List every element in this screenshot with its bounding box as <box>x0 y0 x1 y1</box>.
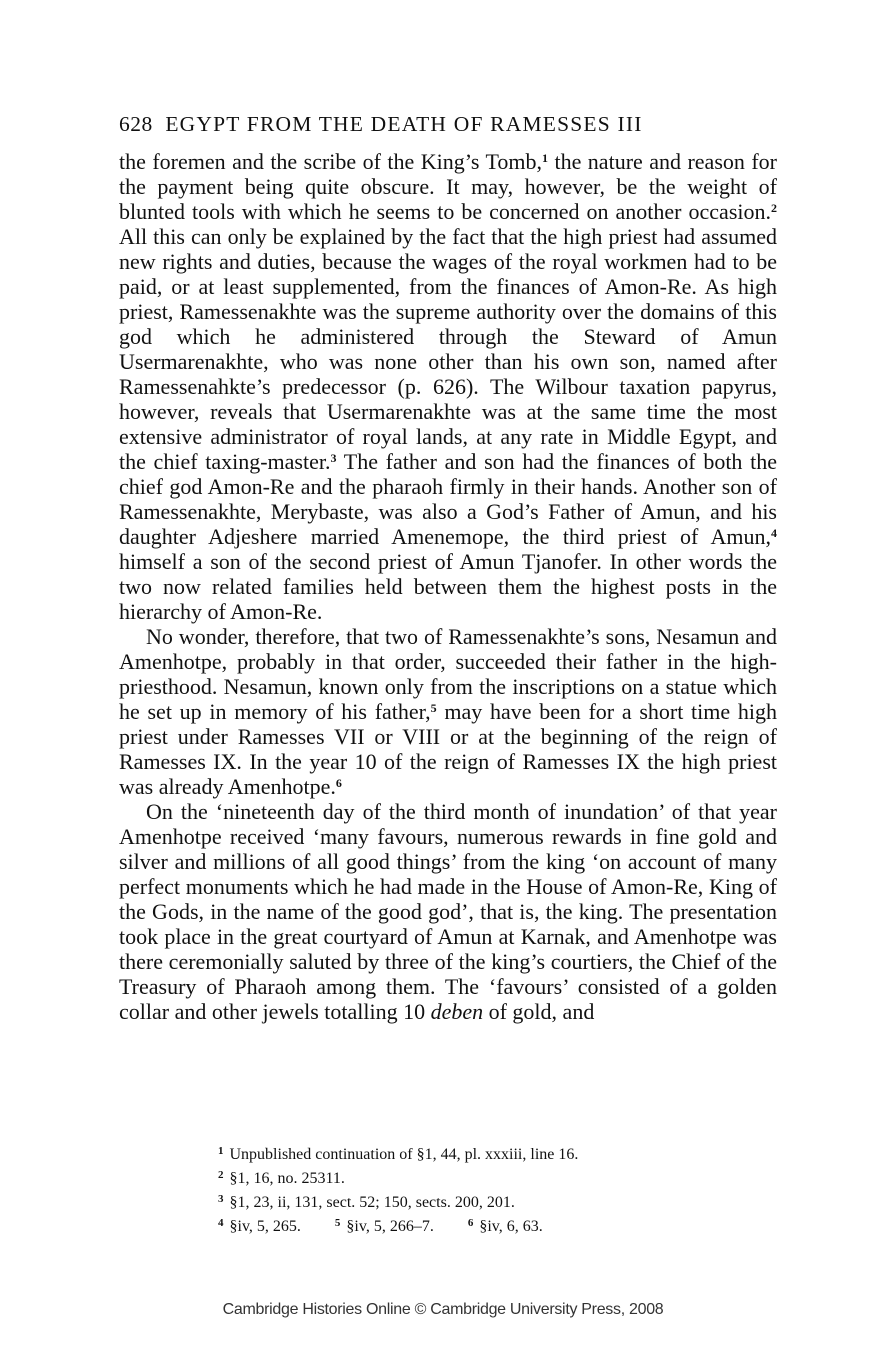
footnotes <box>218 1141 738 1237</box>
running-header <box>119 112 779 137</box>
text-run: All this can only be explained by the fact that the high priest had assumed new rights and duties, because the wages of the royal workmen had to be paid, or at least supplemented, from the finances of Amon-Re. As high priest, Ramessenakhte was the supreme authority over the domains of this god which he administered through the Steward of Amun Usermarenakhte, who was none other than his own son, named after Ramessenahkte’s predecessor (p. 626). The Wilbour taxation papyrus, however, reveals that Usermarenakhte was at the same time the most extensive administrator of royal lands, at any rate in Middle Egypt, and the chief taxing-master. <box>119 224 777 474</box>
text-run: The father and son had the finances of both the chief god Amon-Re and the pharaoh firmly in their hands. Another son of Ramessenakhte, Merybaste, was also a God’s Father of Amun, and his daughter Adjeshere married Amenemope, the third priest of Amun, <box>119 449 777 549</box>
paragraph <box>119 624 777 799</box>
text-run: of gold, and <box>483 999 595 1024</box>
footnote-reference: 5 <box>430 701 437 715</box>
footnote-text: §1, 16, no. 25311. <box>229 1170 345 1187</box>
footnote-text: §iv, 5, 265. <box>229 1218 301 1235</box>
footnote-row <box>218 1213 738 1237</box>
text-run: may have been for a short time high priest under Ramesses VII or VIII or at the beginning of the reign of Ramesses IX. In the year 10 of the reign of Ramesses IX the high priest was already Amenhotpe. <box>119 699 777 799</box>
copyright-footer: Cambridge Histories Online © Cambridge University Press, 2008 <box>222 1301 664 1318</box>
footnote-mark: 4 <box>218 1217 224 1229</box>
footnote-reference: 1 <box>542 151 549 165</box>
footnote-mark: 1 <box>218 1145 224 1157</box>
paragraph <box>119 149 777 624</box>
text-run: the foremen and the scribe of the King’s Tomb, <box>119 149 543 174</box>
footnote-mark: 2 <box>218 1169 224 1181</box>
footnote-text: §iv, 6, 63. <box>479 1218 543 1235</box>
page-number: 628 <box>119 112 153 136</box>
italic-term: deben <box>430 999 484 1024</box>
footnote-text: Unpublished continuation of §1, 44, pl. xxxiii, line 16. <box>229 1146 579 1163</box>
footnote-reference: 3 <box>330 451 337 465</box>
footnote <box>218 1189 738 1213</box>
footnote-text: §iv, 5, 266–7. <box>346 1218 434 1235</box>
text-run: No wonder, therefore, that two of Ramessenakhte’s sons, Nesamun and Amenhotpe, probably in that order, succeeded their father in the high-priesthood. Nesamun, known only from the inscriptions on a statue which he set up in memory of his father, <box>119 624 777 724</box>
running-title: EGYPT FROM THE DEATH OF RAMESSES III <box>165 112 643 136</box>
text-run: On the ‘nineteenth day of the third month of inundation’ of that year Amenhotpe received ‘many favours, numerous rewards in fine gold and silver and millions of all good things’ from the king ‘on account of many perfect monuments which he had made in the House of Amon-Re, King of the Gods, in the name of the good god’, that is, the king. The presentation took place in the great courtyard of Amun at Karnak, and Amenhotpe was there ceremonially saluted by three of the king’s courtiers, the Chief of the Treasury of Pharaoh among them. The ‘favours’ consisted of a golden collar and other jewels totalling 10 <box>119 799 777 1024</box>
footnote <box>218 1165 738 1189</box>
footnote-reference: 4 <box>771 526 777 540</box>
footnote-reference: 6 <box>335 776 342 790</box>
footnote-mark: 6 <box>467 1217 474 1229</box>
footnote-reference: 2 <box>771 201 777 215</box>
text-run: himself a son of the second priest of Amun Tjanofer. In other words the two now related families held between them the highest posts in the hierarchy of Amon-Re. <box>119 549 777 624</box>
paragraph <box>119 799 777 1024</box>
text-run: the nature and reason for the payment being quite obscure. It may, however, be the weight of blunted tools with which he seems to be concerned on another occasion. <box>119 149 777 224</box>
body-text <box>119 149 777 1024</box>
footnote-text: §1, 23, ii, 131, sect. 52; 150, sects. 200, 201. <box>229 1194 515 1211</box>
footnote-mark: 3 <box>218 1193 224 1205</box>
footnote-mark: 5 <box>334 1217 341 1229</box>
footnote <box>218 1141 738 1165</box>
